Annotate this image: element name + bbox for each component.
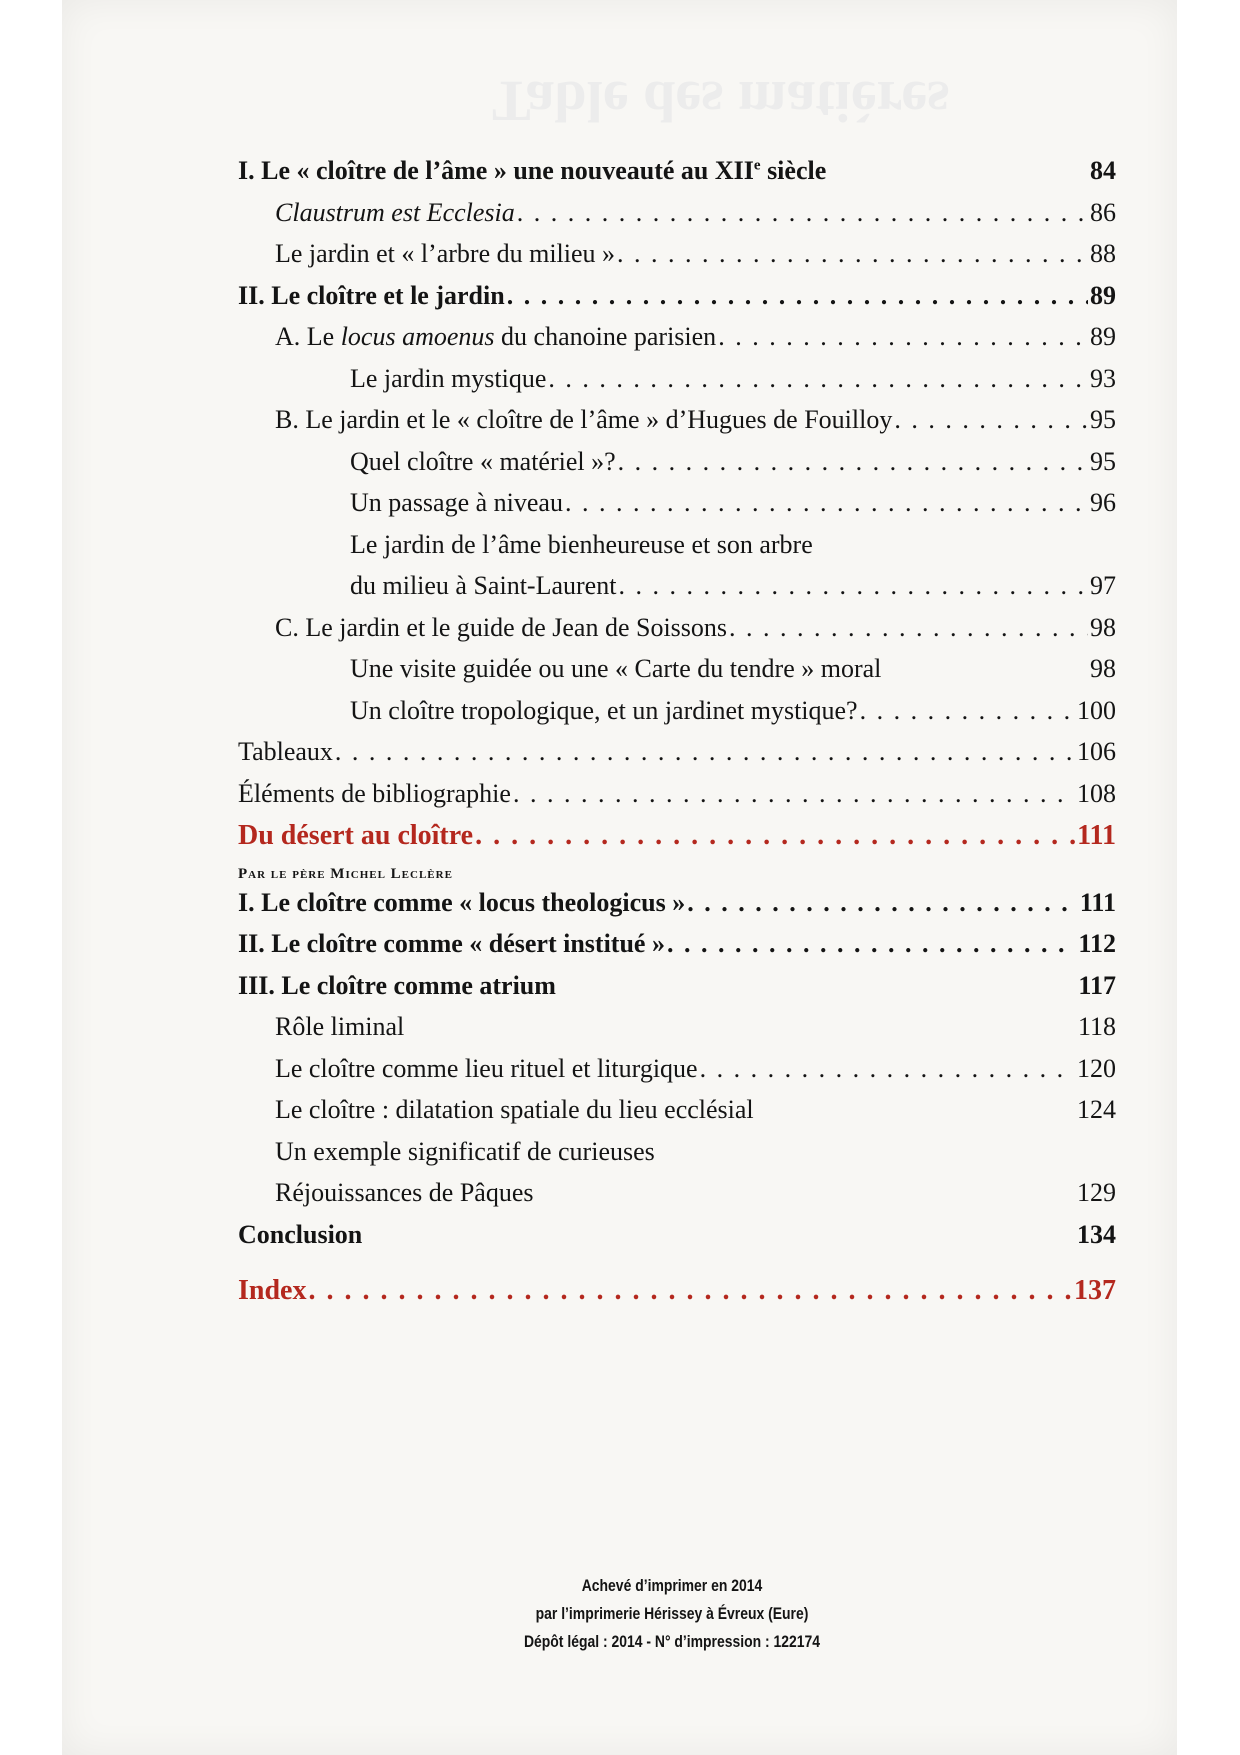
toc-entry-label: Rôle liminal bbox=[275, 1012, 405, 1041]
toc-entry[interactable] bbox=[238, 1219, 1116, 1264]
toc-entry-page: 106 bbox=[1077, 737, 1116, 766]
toc-entry-label: Quel cloître « matériel »? bbox=[350, 446, 616, 476]
bleed-through-title: Table des matières bbox=[492, 69, 950, 134]
toc-entry[interactable] bbox=[238, 490, 1116, 532]
toc-entry[interactable] bbox=[238, 1180, 1116, 1222]
toc-entry-page: 98 bbox=[1090, 612, 1116, 642]
toc-entry-label: III. Le cloître comme atrium bbox=[238, 970, 556, 1000]
toc-entry-page: 96 bbox=[1090, 488, 1116, 517]
leader-dots bbox=[618, 449, 1088, 475]
index-entry[interactable] bbox=[238, 1277, 1116, 1319]
toc-entry-label: Un exemple significatif de curieuses bbox=[275, 1136, 655, 1166]
toc-entry-page: 89 bbox=[1090, 322, 1116, 351]
toc-entry-label: Le jardin de l’âme bienheureuse et son arbre bbox=[350, 529, 813, 559]
toc-entry-label: B. Le jardin et le « cloître de l’âme » d’Hugues de Fouilloy bbox=[275, 405, 893, 434]
toc-entry-label: du milieu à Saint-Laurent bbox=[350, 571, 617, 600]
toc-entry[interactable] bbox=[238, 241, 1116, 283]
leader-dots bbox=[687, 890, 1078, 916]
toc-entry[interactable] bbox=[238, 970, 1116, 1015]
toc-entry-label: Tableaux bbox=[238, 737, 333, 766]
toc-entry-label: Une visite guidée ou une « Carte du tendre » moral bbox=[350, 654, 882, 683]
toc-entry[interactable] bbox=[238, 363, 1116, 408]
toc-entry-label: Le jardin et « l’arbre du milieu » bbox=[275, 239, 616, 268]
toc-entry-page: 100 bbox=[1077, 695, 1116, 725]
toc-entry-label: C. Le jardin et le guide de Jean de Soissons bbox=[275, 612, 728, 642]
toc-entry-label: I. Le « cloître de l’âme » une nouveauté au XIIe siècle bbox=[238, 156, 827, 185]
toc-entry[interactable] bbox=[238, 324, 1116, 366]
section-heading-desert[interactable] bbox=[238, 822, 1116, 864]
toc-entry-page: 93 bbox=[1090, 363, 1116, 393]
toc-entry-page: 108 bbox=[1077, 778, 1116, 808]
toc-entry-page: 88 bbox=[1090, 239, 1116, 268]
toc-entry-label: Éléments de bibliographie bbox=[238, 778, 511, 808]
toc-entry[interactable] bbox=[238, 158, 1116, 200]
toc-entry[interactable] bbox=[238, 656, 1116, 698]
toc-entry-page: 95 bbox=[1090, 405, 1116, 434]
toc-part-2 bbox=[238, 887, 1116, 1264]
toc-entry-page: 89 bbox=[1090, 280, 1116, 310]
leader-dots bbox=[507, 283, 1088, 309]
toc-entry-label: Conclusion bbox=[238, 1219, 363, 1249]
colophon bbox=[483, 1572, 860, 1656]
toc-entry[interactable] bbox=[238, 1097, 1116, 1139]
page-sheet bbox=[62, 0, 1177, 1755]
toc-entry-label: Claustrum est Ecclesia bbox=[275, 197, 515, 227]
toc-entry[interactable] bbox=[238, 407, 1116, 449]
leader-dots bbox=[548, 366, 1088, 392]
toc-entry[interactable] bbox=[238, 446, 1116, 491]
toc-entry-label: A. Le locus amoenus du chanoine parisien bbox=[275, 322, 717, 351]
toc-entry[interactable] bbox=[238, 695, 1116, 740]
toc-entry[interactable] bbox=[238, 197, 1116, 242]
toc-entry-page: 120 bbox=[1077, 1053, 1116, 1083]
colophon-line-2: par l’imprimerie Hérissey à Évreux (Eure) bbox=[535, 1604, 809, 1623]
toc-entry-label: I. Le cloître comme « locus theologicus » bbox=[238, 887, 686, 917]
leader-dots bbox=[513, 781, 1075, 807]
leader-dots bbox=[718, 324, 1088, 350]
toc-entry[interactable] bbox=[238, 739, 1116, 781]
toc-entry-label: Le cloître comme lieu rituel et liturgique bbox=[275, 1053, 698, 1083]
toc-entry-label: II. Le cloître comme « désert institué » bbox=[238, 929, 665, 958]
toc-entry[interactable] bbox=[238, 1053, 1116, 1098]
toc-entry-page: 117 bbox=[1078, 970, 1116, 1000]
section-page: 111 bbox=[1077, 820, 1116, 851]
toc-entry-label: II. Le cloître et le jardin bbox=[238, 280, 505, 310]
toc-entry-label: Le cloître : dilatation spatiale du lieu ecclésial bbox=[275, 1095, 754, 1124]
leader-dots bbox=[667, 931, 1076, 957]
leader-dots bbox=[729, 615, 1088, 641]
toc-entry-page: 112 bbox=[1078, 929, 1116, 958]
toc-entry[interactable] bbox=[238, 1136, 1116, 1181]
toc-entry-page: 118 bbox=[1077, 1012, 1116, 1041]
leader-dots bbox=[618, 573, 1088, 599]
toc-entry[interactable] bbox=[238, 931, 1116, 973]
toc-entry-label: Un passage à niveau bbox=[350, 488, 563, 517]
toc-entry[interactable] bbox=[238, 529, 1116, 574]
index-page: 137 bbox=[1074, 1275, 1116, 1306]
toc-entry-page: 84 bbox=[1090, 156, 1116, 185]
leader-dots bbox=[475, 822, 1075, 850]
toc-part-1 bbox=[238, 158, 1116, 822]
table-of-contents bbox=[238, 158, 1116, 1319]
index-title: Index bbox=[238, 1275, 307, 1306]
toc-entry-page: 95 bbox=[1090, 446, 1116, 476]
toc-entry[interactable] bbox=[238, 280, 1116, 325]
colophon-line-3: Dépôt légal : 2014 - N° d’impression : 122174 bbox=[523, 1632, 821, 1651]
toc-entry[interactable] bbox=[238, 612, 1116, 657]
leader-dots bbox=[517, 200, 1088, 226]
toc-entry-page: 111 bbox=[1079, 887, 1116, 917]
toc-entry-page: 134 bbox=[1077, 1219, 1116, 1249]
section-title: Du désert au cloître bbox=[238, 820, 474, 851]
toc-entry[interactable] bbox=[238, 573, 1116, 615]
toc-entry[interactable] bbox=[238, 778, 1116, 823]
toc-entry-label: Le jardin mystique bbox=[350, 363, 547, 393]
colophon-line-1: Achevé d’imprimer en 2014 bbox=[581, 1576, 763, 1595]
toc-entry-page: 97 bbox=[1090, 571, 1116, 600]
leader-dots bbox=[565, 490, 1088, 516]
leader-dots bbox=[700, 1056, 1075, 1082]
toc-entry[interactable] bbox=[238, 1014, 1116, 1056]
leader-dots bbox=[860, 698, 1075, 724]
section-byline: Par le père Michel Leclère bbox=[238, 865, 453, 882]
leader-dots bbox=[617, 241, 1088, 267]
toc-entry-page: 124 bbox=[1077, 1095, 1116, 1124]
toc-entry-label: Réjouissances de Pâques bbox=[275, 1178, 534, 1207]
toc-entry[interactable] bbox=[238, 887, 1116, 932]
toc-entry-page: 98 bbox=[1090, 654, 1116, 683]
toc-entry-label: Un cloître tropologique, et un jardinet mystique? bbox=[350, 695, 858, 725]
leader-dots bbox=[308, 1277, 1072, 1305]
toc-entry-page: 129 bbox=[1077, 1178, 1116, 1207]
leader-dots bbox=[335, 739, 1075, 765]
leader-dots bbox=[894, 407, 1088, 433]
toc-entry-page: 86 bbox=[1090, 197, 1116, 227]
